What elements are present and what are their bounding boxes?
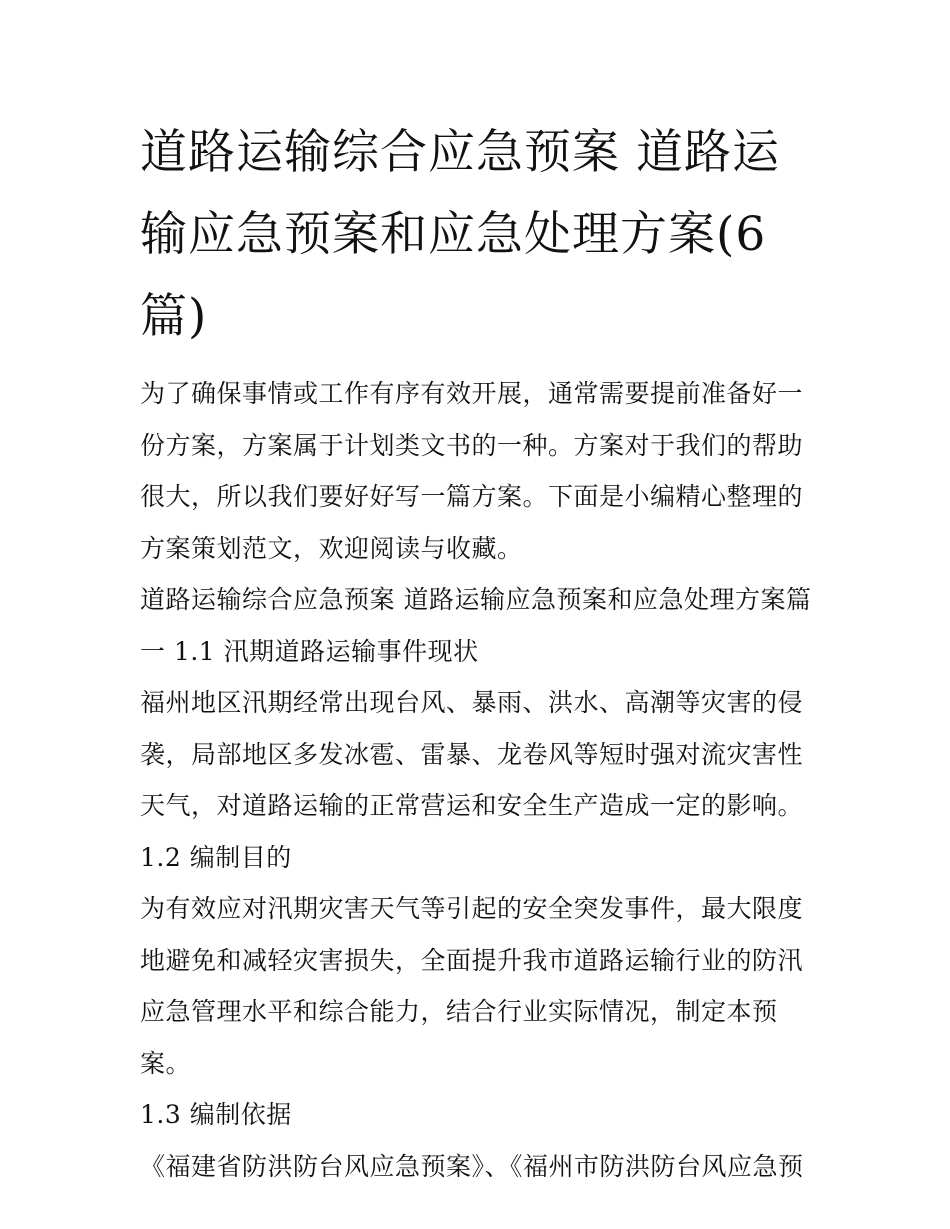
flood-status-paragraph: 福州地区汛期经常出现台风、暴雨、洪水、高潮等灾害的侵袭，局部地区多发冰雹、雷暴、龙卷风等短时强对流灾害性天气，对道路运输的正常营运和安全生产造成一定的影响。 (140, 688, 804, 820)
basis-paragraph: 《福建省防洪防台风应急预案》、《福州市防洪防台风应急预 (140, 1151, 804, 1181)
purpose-paragraph: 为有效应对汛期灾害天气等引起的安全突发事件，最大限度地避免和减轻灾害损失，全面提升我市道路运输行业的防汛应急管理水平和综合能力，结合行业实际情况，制定本预案。 (140, 894, 804, 1078)
section-intro-paragraph: 道路运输综合应急预案 道路运输应急预案和应急处理方案篇一 1.1 汛期道路运输事件现状 (140, 585, 812, 666)
section-heading-purpose: 1.2 编制目的 (140, 842, 292, 872)
section-heading-basis: 1.3 编制依据 (140, 1100, 292, 1129)
intro-paragraph: 为了确保事情或工作有序有效开展，通常需要提前准备好一份方案，方案属于计划类文书的一种。方案对于我们的帮助很大，所以我们要好好写一篇方案。下面是小编精心整理的方案策划范文，欢迎阅读与收藏。 (140, 379, 804, 563)
document-body (140, 112, 812, 1192)
document-title: 道路运输综合应急预案 道路运输应急预案和应急处理方案(6篇) (140, 125, 780, 344)
